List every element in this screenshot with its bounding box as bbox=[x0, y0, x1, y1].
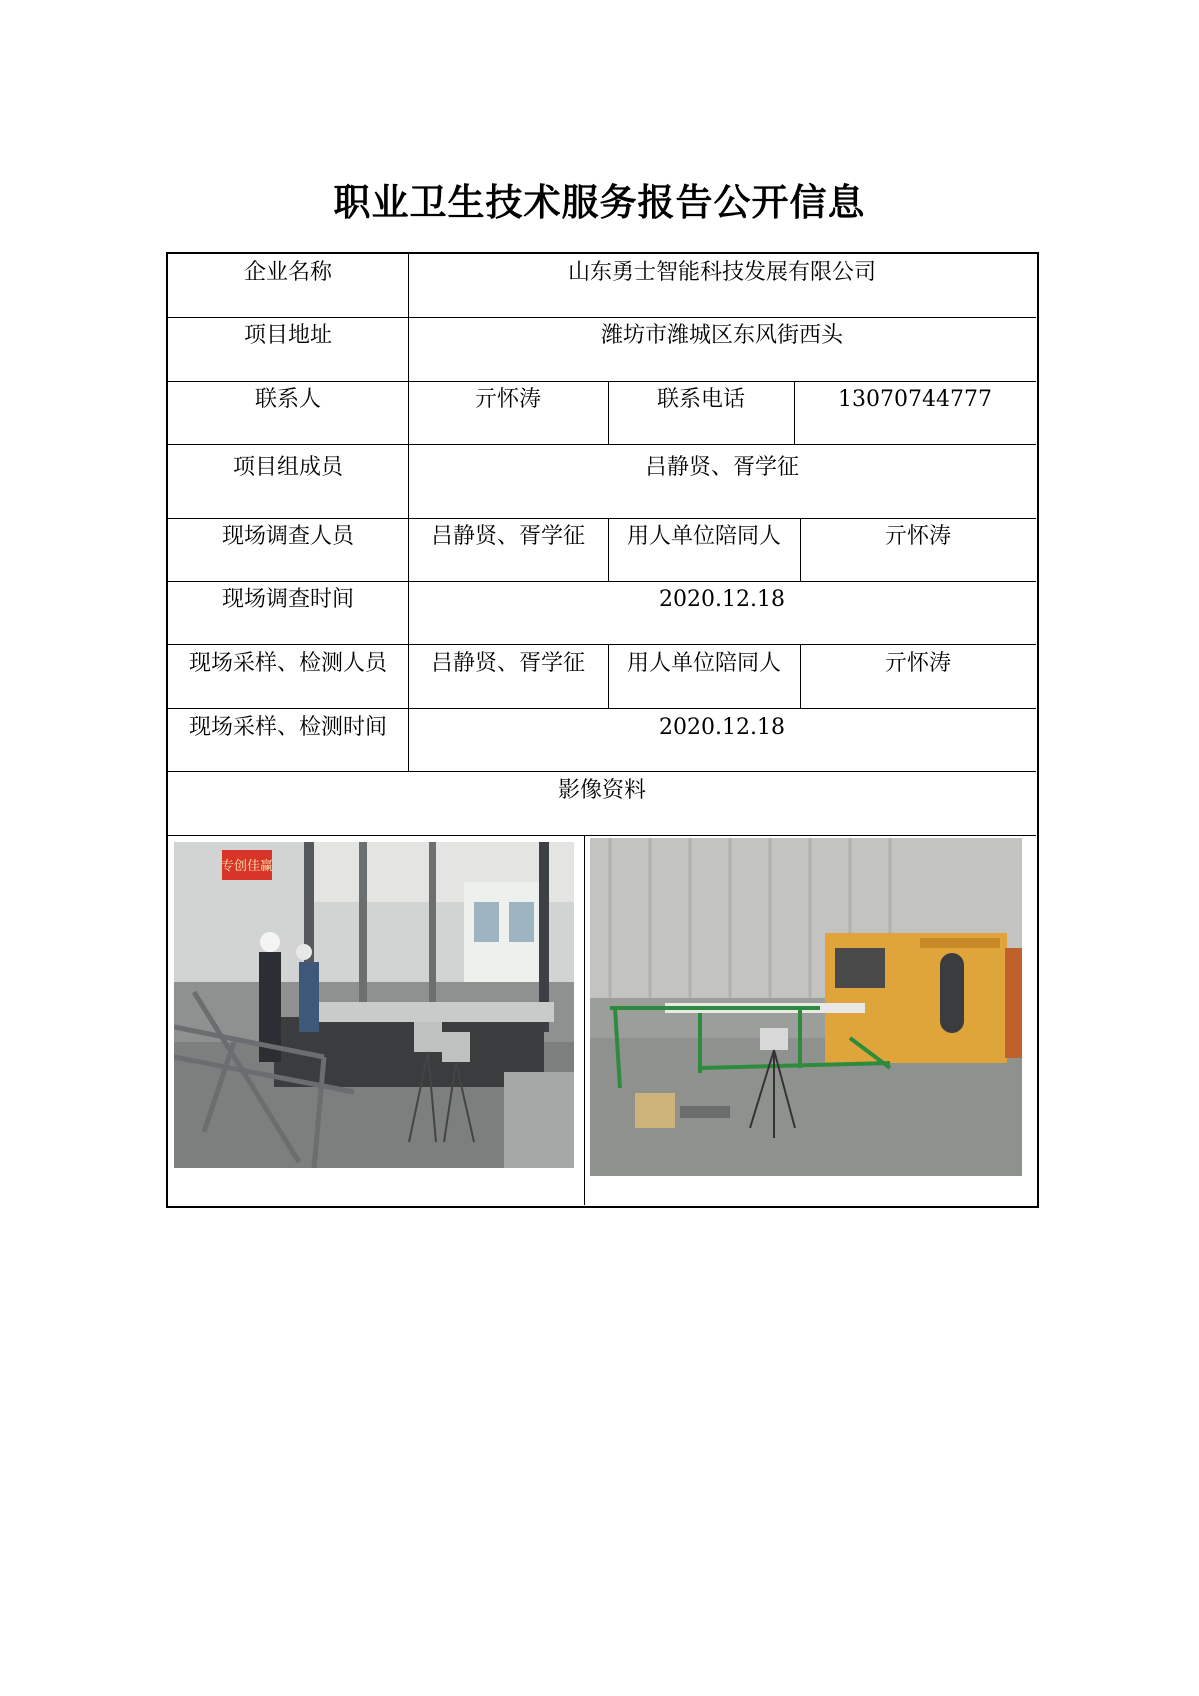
members-label: 项目组成员 bbox=[232, 455, 343, 480]
workshop-welding-photo bbox=[174, 842, 574, 1168]
sampling-escort-label: 用人单位陪同人 bbox=[626, 651, 781, 676]
company-value: 山东勇士智能科技发展有限公司 bbox=[567, 260, 876, 285]
address-value: 潍坊市潍城区东风街西头 bbox=[600, 323, 843, 348]
company-label: 企业名称 bbox=[243, 260, 332, 285]
sampling-staff-label: 现场采样、检测人员 bbox=[188, 651, 387, 676]
survey-time-value: 2020.12.18 bbox=[659, 587, 785, 612]
images-label: 影像资料 bbox=[557, 778, 646, 803]
survey-staff-label: 现场调查人员 bbox=[221, 524, 354, 549]
contact-label: 联系人 bbox=[254, 387, 321, 412]
phone-label: 联系电话 bbox=[656, 387, 745, 412]
factory-banner-text: 专创佳赢 bbox=[220, 859, 274, 874]
survey-time-label: 现场调查时间 bbox=[221, 587, 354, 612]
members-value: 吕静贤、胥学征 bbox=[644, 455, 799, 480]
sampling-time-value: 2020.12.18 bbox=[659, 715, 785, 740]
page-title: 职业卫生技术服务报告公开信息 bbox=[333, 181, 866, 224]
survey-staff-value: 吕静贤、胥学征 bbox=[430, 524, 585, 549]
address-label: 项目地址 bbox=[243, 323, 332, 348]
sampling-escort-value: 亓怀涛 bbox=[884, 651, 951, 676]
phone-value: 13070744777 bbox=[838, 387, 992, 412]
info-table bbox=[166, 252, 1039, 1208]
contact-value: 亓怀涛 bbox=[474, 387, 541, 412]
workshop-machine-photo bbox=[590, 838, 1022, 1176]
survey-escort-value: 亓怀涛 bbox=[884, 524, 951, 549]
sampling-time-label: 现场采样、检测时间 bbox=[188, 715, 387, 740]
sampling-staff-value: 吕静贤、胥学征 bbox=[430, 651, 585, 676]
survey-escort-label: 用人单位陪同人 bbox=[626, 524, 781, 549]
